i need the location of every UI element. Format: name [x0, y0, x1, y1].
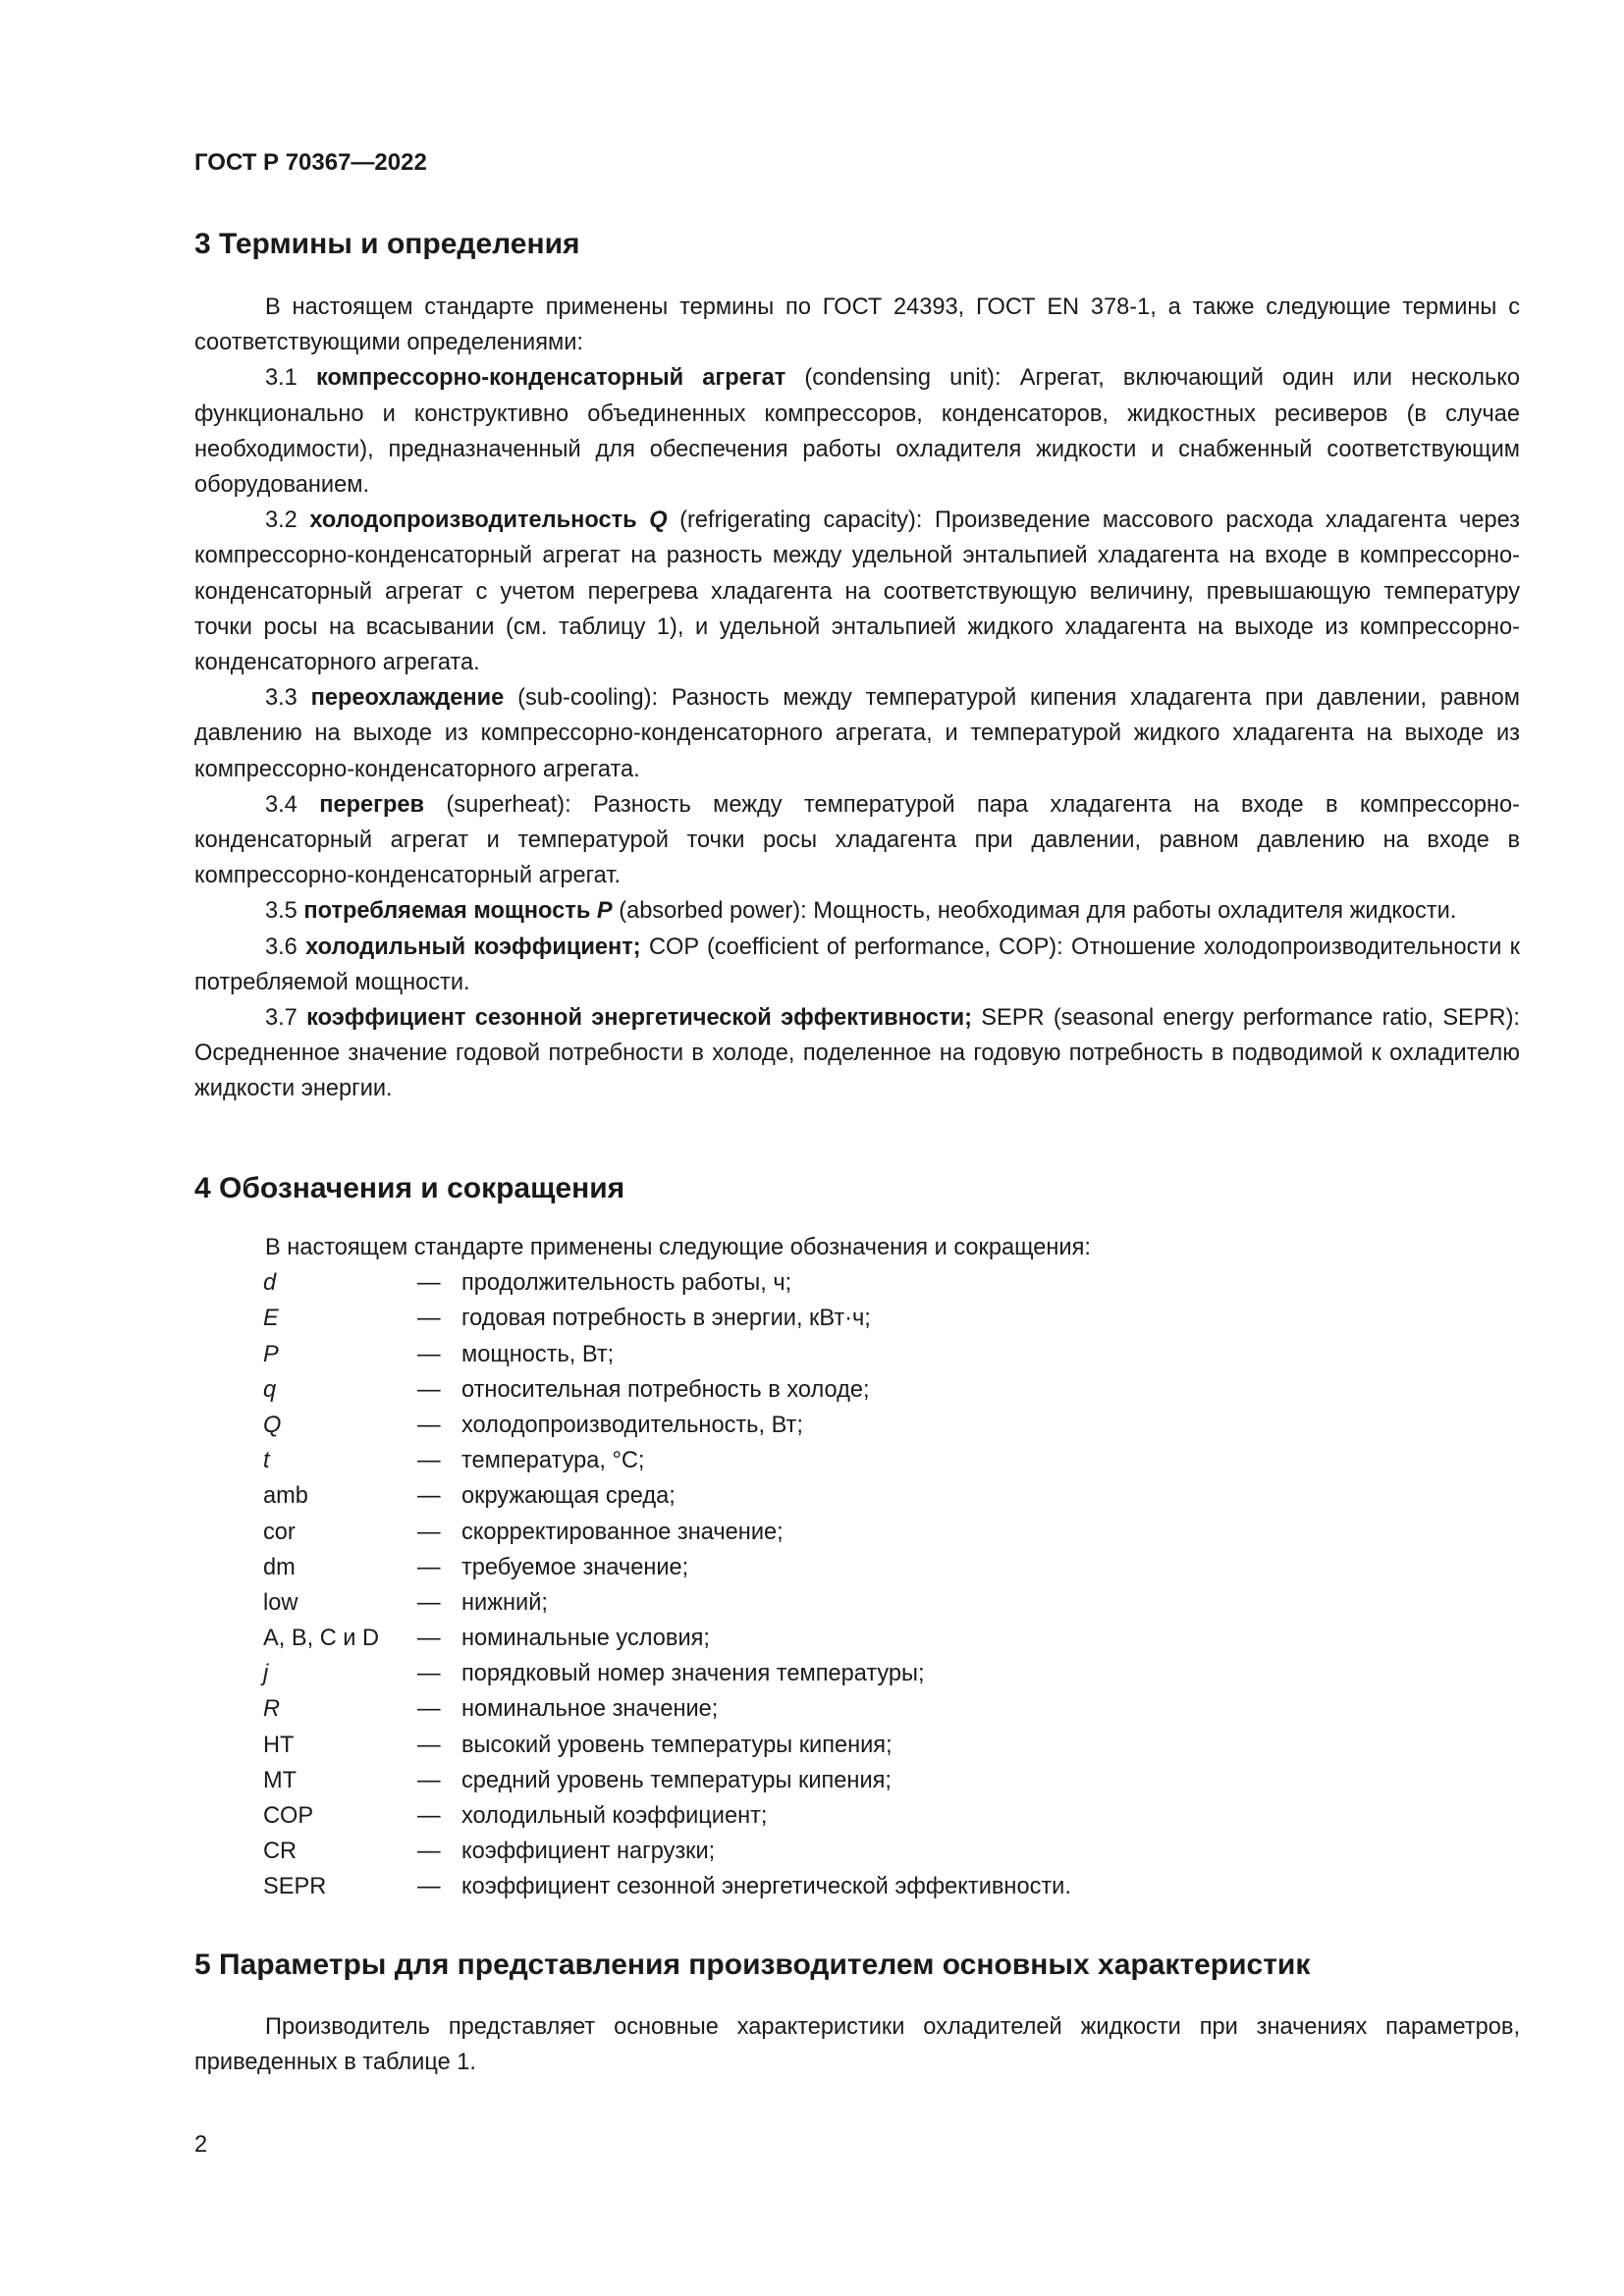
symbol-row — [194, 1515, 1520, 1550]
symbol-row — [194, 1301, 1520, 1336]
term-text: (condensing unit): Агрегат, включающий один или несколько функционально и конструктивно объединенных компрессоров, конденсаторов, жидкостных ресиверов (в случае необходимости), предназначенный для обеспечения работы охладителя жидкости и снабженный соответствующим оборудованием. — [194, 365, 1520, 499]
section-4-title: 4 Обозначения и сокращения — [194, 1172, 625, 1204]
dash: — — [417, 1412, 441, 1438]
symbol-description: требуемое значение; — [461, 1554, 689, 1580]
symbol: HT — [263, 1732, 295, 1758]
dash: — — [417, 1732, 441, 1758]
symbol-row — [194, 1265, 1520, 1301]
term-definition — [194, 503, 1520, 680]
term-definition — [194, 1000, 1520, 1107]
term-number: 3.3 — [265, 685, 311, 712]
symbol: MT — [263, 1767, 298, 1793]
symbol-row — [194, 1691, 1520, 1727]
symbol: j — [263, 1661, 269, 1687]
term-name: компрессорно-конденсаторный агрегат — [315, 365, 786, 392]
dash: — — [417, 1626, 441, 1652]
symbol-row — [194, 1372, 1520, 1408]
dash: — — [417, 1661, 441, 1687]
symbol: amb — [263, 1483, 308, 1510]
symbol: CR — [263, 1839, 298, 1865]
term-text: (absorbed power): Мощность, необходимая для работы охладителя жидкости. — [612, 898, 1457, 925]
symbol-description: холодопроизводительность, Вт; — [461, 1412, 803, 1438]
term-text: (sub-cooling): Разность между температурой кипения хладагента при давлении, равном давлению на выходе из компрессорно-конденсаторного агрегата, и температурой жидкого хладагента на выходе из компрессорно-конденсаторного агрегата. — [194, 685, 1521, 782]
symbol-description: относительная потребность в холоде; — [461, 1376, 870, 1403]
term-number: 3.4 — [265, 791, 320, 818]
term-definition — [194, 680, 1520, 787]
symbol: P — [263, 1341, 279, 1367]
dash: — — [417, 1306, 441, 1332]
symbol-description: порядковый номер значения температуры; — [461, 1661, 925, 1687]
section-5-body — [194, 2009, 1520, 2080]
symbol-description: температура, °С; — [461, 1448, 645, 1474]
symbol-description: годовая потребность в энергии, кВт·ч; — [461, 1306, 871, 1332]
symbol-description: нижний; — [461, 1589, 548, 1616]
symbol: dm — [263, 1554, 296, 1580]
term-name: холодильный коэффициент; — [305, 934, 641, 960]
symbol-row — [194, 1478, 1520, 1514]
term-symbol: P — [596, 898, 613, 925]
dash: — — [417, 1589, 441, 1616]
term-name: переохлаждение — [310, 685, 505, 712]
dash: — — [417, 1874, 441, 1900]
symbol-row — [194, 1869, 1520, 1904]
term-definition — [194, 930, 1520, 1000]
term-symbol: Q — [649, 507, 668, 534]
symbol: d — [263, 1270, 277, 1297]
section-5-text: Производитель представляет основные характеристики охладителей жидкости при значениях параметров, приведенных в таблице 1. — [194, 2014, 1520, 2076]
terms-list — [194, 360, 1520, 1106]
term-number: 3.6 — [265, 934, 306, 960]
section-3-body — [194, 290, 1520, 1107]
dash: — — [417, 1839, 441, 1865]
term-name: перегрев — [319, 791, 425, 818]
term-number: 3.1 — [265, 365, 316, 392]
symbol-description: коэффициент нагрузки; — [461, 1839, 716, 1865]
page-number: 2 — [194, 2132, 208, 2158]
term-text: (refrigerating capacity): Произведение массового расхода хладагента через компрессорно-конденсаторный агрегат на разность между удельной энтальпией хладагента на входе в компрессорно-конденсаторный агрегат с учетом перегрева хладагента на соответствующую величину, превышающую температуру точки росы на всасывании (см. таблицу 1), и удельной энтальпией жидкого хладагента на выходе из компрессорно-конденсаторного агрегата. — [194, 507, 1520, 676]
section-4-intro: В настоящем стандарте применены следующие обозначения и сокращения: — [265, 1235, 1091, 1260]
section-3-intro: В настоящем стандарте применены термины по ГОСТ 24393, ГОСТ EN 378-1, а также следующие термины с соответствующими определениями: — [194, 294, 1520, 356]
symbol: Q — [263, 1412, 282, 1438]
term-definition — [194, 360, 1520, 503]
section-4-body — [194, 1230, 1520, 1905]
term-name: холодопроизводительность — [309, 507, 650, 534]
symbol: E — [263, 1306, 279, 1332]
symbol-row — [194, 1834, 1520, 1869]
term-number: 3.7 — [265, 1005, 307, 1032]
document-header: ГОСТ Р 70367—2022 — [194, 149, 427, 176]
dash: — — [417, 1270, 441, 1297]
dash: — — [417, 1803, 441, 1830]
symbol-row — [194, 1728, 1520, 1763]
symbol-description: окружающая среда; — [461, 1483, 676, 1510]
dash: — — [417, 1448, 441, 1474]
symbol-description: скорректированное значение; — [461, 1519, 784, 1545]
dash: — — [417, 1519, 441, 1545]
symbol: t — [263, 1448, 270, 1474]
term-definition — [194, 787, 1520, 894]
term-number: 3.5 — [265, 898, 304, 925]
symbol-description: холодильный коэффициент; — [461, 1803, 768, 1830]
symbol-row — [194, 1656, 1520, 1691]
symbol-row — [194, 1763, 1520, 1798]
symbol-description: средний уровень температуры кипения; — [461, 1767, 892, 1793]
term-text: SEPR (seasonal energy performance ratio, SEPR): Осредненное значение годовой потребности в холоде, поделенное на годовую потребность в подводимой к охладителю жидкости энергии. — [194, 1005, 1520, 1102]
symbol-description: коэффициент сезонной энергетической эффективности. — [461, 1874, 1071, 1900]
symbol: COP — [263, 1803, 314, 1830]
symbols-list — [194, 1265, 1520, 1904]
term-name: коэффициент сезонной энергетической эффективности; — [306, 1005, 972, 1032]
symbol-row — [194, 1621, 1520, 1656]
term-text: (superheat): Разность между температурой пара хладагента на входе в компрессорно-конденсаторный агрегат и температурой точки росы хладагента при давлении, равном давлению на входе в компрессорно-конденсаторный агрегат. — [194, 791, 1521, 889]
symbol-row — [194, 1550, 1520, 1585]
dash: — — [417, 1376, 441, 1403]
dash: — — [417, 1696, 441, 1723]
symbol: cor — [263, 1519, 296, 1545]
symbol: R — [263, 1696, 281, 1723]
dash: — — [417, 1483, 441, 1510]
section-3-title: 3 Термины и определения — [194, 228, 580, 260]
symbol-description: продолжительность работы, ч; — [461, 1270, 792, 1297]
symbol: low — [263, 1589, 298, 1616]
symbol-description: высокий уровень температуры кипения; — [461, 1732, 893, 1758]
symbol-row — [194, 1443, 1520, 1478]
dash: — — [417, 1767, 441, 1793]
symbol-description: мощность, Вт; — [461, 1341, 615, 1367]
symbol-row — [194, 1337, 1520, 1372]
symbol-row — [194, 1585, 1520, 1621]
dash: — — [417, 1554, 441, 1580]
symbol: SEPR — [263, 1874, 327, 1900]
symbol-row — [194, 1408, 1520, 1443]
symbol-description: номинальные условия; — [461, 1626, 710, 1652]
term-definition — [194, 893, 1520, 929]
symbol-description: номинальное значение; — [461, 1696, 719, 1723]
symbol-row — [194, 1798, 1520, 1834]
term-name: потребляемая мощность — [303, 898, 597, 925]
symbol: A, B, C и D — [263, 1626, 380, 1652]
symbol: q — [263, 1376, 277, 1403]
term-number: 3.2 — [265, 507, 310, 534]
section-5-title: 5 Параметры для представления производителем основных характеристик — [194, 1949, 1311, 1981]
term-text: COP (coefficient of performance, COP): Отношение холодопроизводительности к потребляемой мощности. — [194, 934, 1520, 995]
dash: — — [417, 1341, 441, 1367]
